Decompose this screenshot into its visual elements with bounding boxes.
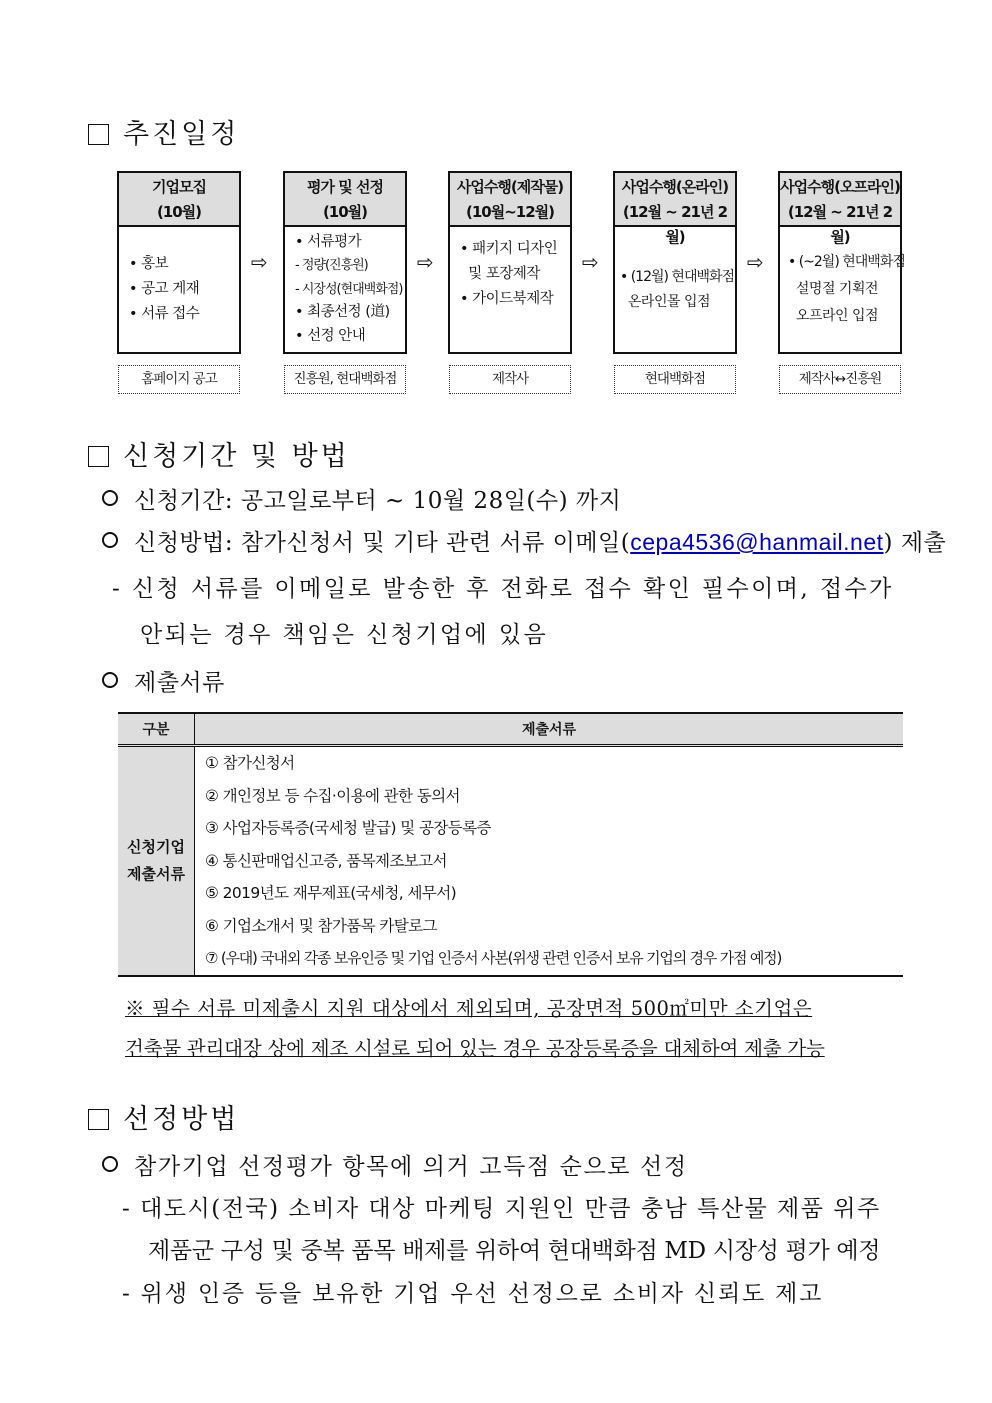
list-item: ③ 사업자등록증(국세청 발급) 및 공장등록증 (205, 819, 491, 837)
docs-heading: 제출서류 (102, 664, 225, 697)
table-header: 제출서류 (195, 713, 904, 746)
stage-body: • 패키지 디자인 및 포장제작 • 가이드북제작 (460, 241, 558, 307)
warning-note-cont: 건축물 관리대장 상에 제조 시설로 되어 있는 경우 공장등록증을 대체하여 제출 가능 (125, 1037, 825, 1060)
circle-bullet-icon (102, 532, 118, 548)
arrow-right-icon: ⇨ (582, 250, 599, 274)
stage-header: 사업수행(온라인) (12월 ~ 21년 2월) (615, 173, 735, 227)
selection-detail: - 위생 인증 등을 보유한 기업 우선 선정으로 소비자 신뢰도 제고 (122, 1281, 824, 1307)
email-link[interactable]: cepa4536@hanmail.net (630, 529, 884, 555)
section-heading-application: 신청기간 및 방법 (88, 434, 350, 473)
circle-bullet-icon (102, 672, 118, 688)
application-period: 신청기간: 공고일로부터 ~ 10월 28일(수) 까지 (102, 482, 621, 515)
stage-body: • 서류평가 - 정량(진흥원) - 시장성(현대백화점) • 최종선정 (道) • 선정 안내 (295, 233, 403, 344)
list-item: ⑥ 기업소개서 및 참가품목 카탈로그 (205, 916, 437, 935)
list-item: ① 참가신청서 (205, 754, 295, 772)
circle-bullet-icon (102, 490, 118, 506)
checkbox-square-icon (88, 124, 109, 145)
stage-owner: 제작사↔진흥원 (779, 365, 901, 394)
stage-body: • (~2월) 현대백화점 설명절 기획전 오프라인 입점 (788, 254, 905, 324)
table-items (195, 746, 904, 976)
stage-owner: 진흥원, 현대백화점 (284, 365, 406, 394)
selection-detail: - 대도시(전국) 소비자 대상 마케팅 지원인 만큼 충남 특산물 제품 위주 (122, 1196, 881, 1222)
arrow-right-icon: ⇨ (417, 250, 434, 274)
stage-header: 평가 및 선정 (10월) (285, 173, 405, 227)
documents-table (118, 712, 903, 977)
stage-body: • 홍보 • 공고 게재 • 서류 접수 (129, 256, 200, 322)
stage-body: • (12월) 현대백화점 온라인몰 입점 (620, 269, 735, 310)
stage-owner: 제작사 (449, 365, 571, 394)
warning-note: ※ 필수 서류 미제출시 지원 대상에서 제외되며, 공장면적 500㎡미만 소기업은 (125, 997, 813, 1020)
table-category: 신청기업 제출서류 (118, 746, 195, 976)
application-method: 신청방법: 참가신청서 및 기타 관련 서류 이메일(cepa4536@hanmail.net) 제출 (102, 524, 946, 557)
checkbox-square-icon (88, 446, 109, 467)
stage-owner: 현대백화점 (614, 365, 736, 394)
stage-box (448, 171, 572, 354)
application-note-cont: 안되는 경우 책임은 신청기업에 있음 (140, 622, 549, 648)
table-header: 구분 (118, 713, 195, 746)
list-item: ⑦ (우대) 국내외 각종 보유인증 및 기업 인증서 사본(위생 관련 인증서 보유 기업의 경우 가점 예정) (205, 949, 782, 967)
list-item: ⑤ 2019년도 재무제표(국세청, 세무서) (205, 884, 457, 902)
section-heading-schedule: 추진일정 (88, 112, 239, 151)
stage-box (778, 171, 905, 354)
stage-header: 사업수행(제작물) (10월~12월) (450, 173, 570, 227)
stage-owner: 홈페이지 공고 (118, 365, 240, 394)
checkbox-square-icon (88, 1109, 109, 1130)
list-item: ④ 통신판매업신고증, 품목제조보고서 (205, 851, 447, 870)
section-heading-selection: 선정방법 (88, 1097, 239, 1136)
stage-box (283, 171, 407, 354)
stage-header: 사업수행(오프라인) (12월 ~ 21년 2월) (780, 173, 900, 227)
list-item: ② 개인정보 등 수집·이용에 관한 동의서 (205, 786, 460, 805)
selection-main: 참가기업 선정평가 항목에 의거 고득점 순으로 선정 (102, 1148, 688, 1181)
selection-detail-cont: 제품군 구성 및 중복 품목 배제를 위하여 현대백화점 MD 시장성 평가 예정 (148, 1238, 881, 1264)
stage-box (117, 171, 241, 354)
circle-bullet-icon (102, 1156, 118, 1172)
stage-box (613, 171, 737, 354)
application-note: - 신청 서류를 이메일로 발송한 후 전화로 접수 확인 필수이며, 접수가 (112, 576, 894, 602)
arrow-right-icon: ⇨ (747, 250, 764, 274)
stage-header: 기업모집 (10월) (119, 173, 239, 227)
arrow-right-icon: ⇨ (251, 250, 268, 274)
